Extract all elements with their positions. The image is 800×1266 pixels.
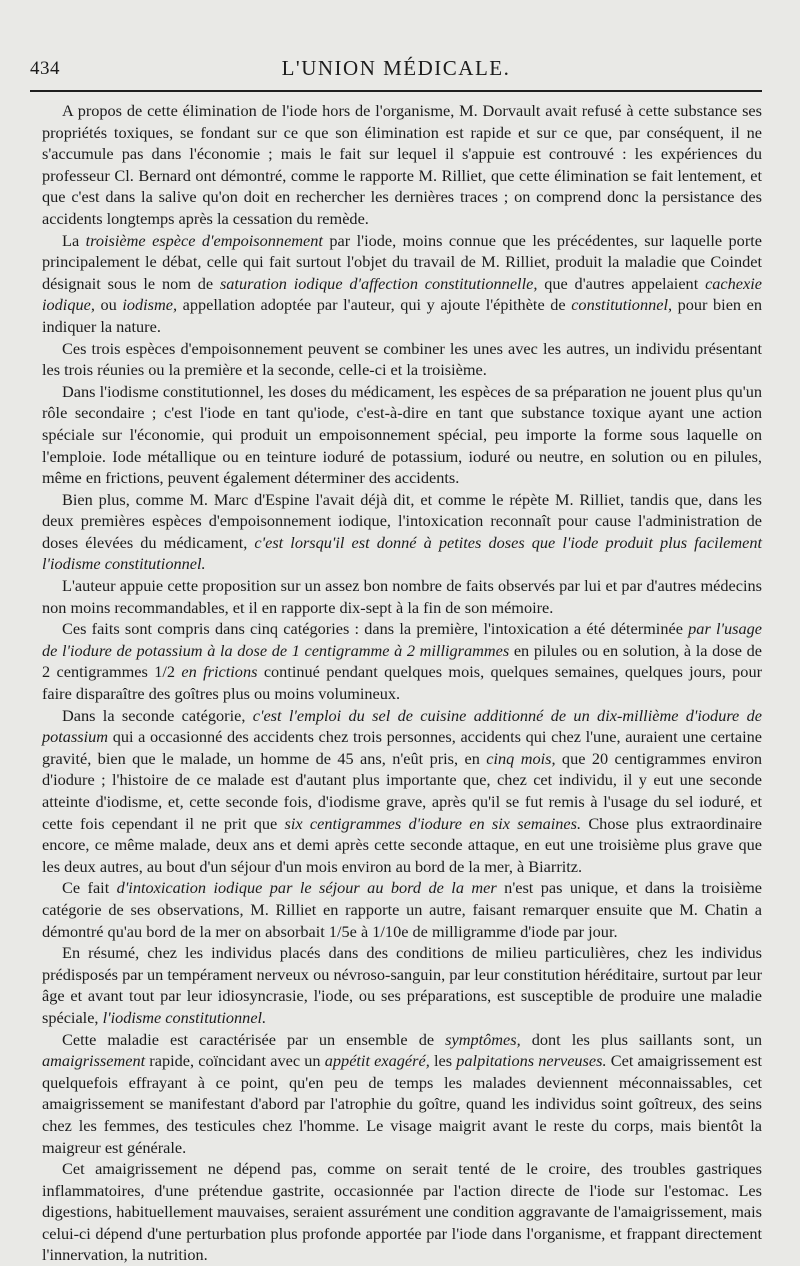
- italic-text: cinq mois,: [486, 748, 556, 768]
- text-run: dont les plus saillants sont, un: [520, 1029, 762, 1049]
- text-run: La: [62, 230, 86, 250]
- paragraph: [42, 381, 762, 489]
- paragraph: [42, 877, 762, 942]
- text-run: Ce fait: [62, 878, 117, 898]
- text-run: Dans l'iodisme constitutionnel, les doses du médicament, les espèces de sa préparation ne jouent plus qu'un rôle secondaire ; c'est l'iode en tant qu'iode, c'est-à-dire en tant que substance toxique ayant une action spéciale sur l'économie, qui produit un empoisonnement spécial, peu importe la forme sous laquelle on l'emploie. Iode métallique ou en teinture ioduré de potassium, ioduré ou neutre, en solution ou en pilules, même en frictions, peuvent également déterminer des accidents.: [42, 381, 762, 488]
- text-run: continué pendant quelques mois, quelques semaines, quelques jours, pour faire disparaître des goîtres plus ou moins volumineux.: [42, 662, 763, 704]
- paragraph: [42, 100, 762, 230]
- italic-text: l'iodisme constitutionnel.: [102, 1007, 267, 1027]
- text-run: Cette maladie est caractérisée par un ensemble de: [62, 1029, 446, 1049]
- italic-text: appétit exagéré,: [324, 1051, 430, 1071]
- page-header: [30, 52, 762, 86]
- text-run: Ces trois espèces d'empoisonnement peuvent se combiner les unes avec les autres, un individu présentant les trois réunies ou la première et la seconde, celle-ci et la troisième.: [42, 338, 762, 380]
- italic-text: six centigrammes d'iodure en six semaines.: [284, 813, 582, 833]
- text-run: que d'autres appelaient: [537, 273, 706, 293]
- body-text: [42, 100, 762, 1266]
- text-run: en pilules ou en solution, à la dose de 2 centigrammes 1/2: [42, 640, 763, 682]
- text-run: pour bien en indiquer la nature.: [42, 295, 763, 336]
- italic-text: par l'usage de l'iodure de potassium à la dose de 1 centigramme à 2 milligrammes: [42, 619, 762, 660]
- italic-text: constitutionnel,: [571, 295, 673, 315]
- running-title: L'UNION MÉDICALE.: [281, 56, 511, 80]
- italic-text: en frictions: [181, 662, 258, 682]
- text-run: les: [429, 1051, 457, 1071]
- paragraph: [42, 230, 762, 338]
- text-run: Cet amaigrissement ne dépend pas, comme on serait tenté de le croire, des troubles gastriques inflammatoires, d'une prétendue gastrite, occasionnée par l'action directe de l'iode sur l'estomac. Les digestions, habituellement mauvaises, seraient assurément une condition aggravante de l'amaigrissement, mais celui-ci dépend d'une perturbation plus profonde apportée par l'iode dans l'organisme, et frappant directement l'innervation, la nutrition.: [42, 1159, 762, 1265]
- italic-text: iodisme,: [122, 295, 178, 315]
- text-run: A propos de cette élimination de l'iode hors de l'organisme, M. Dorvault avait refusé à cette substance ses propriétés toxiques, se fondant sur ce que son élimination est rapide et sur ce que, par conséquent, il ne s'accumule pas dans l'économie ; mais le fait sur lequel il s'appuie est controuvé : les expériences du professeur Cl. Bernard ont démontré, comme le rapporte M. Rilliet, que cette élimination se fait lentement, et que c'est dans la salive qu'on doit en rechercher les dernières traces ; on comprend donc la persistance des accidents longtemps après la cessation du remède.: [42, 101, 762, 228]
- paragraph: [42, 489, 762, 575]
- text-run: qui a occasionné des accidents chez trois personnes, accidents qui chez l'une, auraient une certaine gravité, bien que le malade, un homme de 45 ans, n'eût pris, en: [42, 727, 762, 768]
- paragraph: [42, 1029, 762, 1159]
- text-run: Ces faits sont compris dans cinq catégories : dans la première, l'intoxication a été déterminée: [62, 619, 689, 639]
- text-run: L'auteur appuie cette proposition sur un assez bon nombre de faits observés par lui et par d'autres médecins non moins recommandables, et il en rapporte dix-sept à la fin de son mémoire.: [42, 576, 762, 617]
- paragraph: [42, 705, 762, 878]
- italic-text: amaigrissement: [42, 1051, 146, 1071]
- text-run: appellation adoptée par l'auteur, qui y ajoute l'épithète de: [177, 295, 572, 315]
- italic-text: saturation iodique d'affection constitutionnelle,: [219, 273, 538, 293]
- text-run: ou: [94, 295, 123, 315]
- text-run: Bien plus, comme M. Marc d'Espine l'avait déjà dit, et comme le répète M. Rilliet, tandis que, dans les deux premières espèces d'empoisonnement iodique, l'intoxication reconnaît pour cause l'administration de doses élevées du médicament,: [42, 489, 762, 552]
- text-run: que 20 centigrammes environ d'iodure ; l'histoire de ce malade est d'autant plus importante que, chez cet individu, il y eut une seconde atteinte d'iodisme, et, cette seconde fois, d'iodisme grave, après qu'il se fut remis à l'usage du sel ioduré, et cette fois cependant il ne prit que: [42, 748, 762, 833]
- page-number: 434: [30, 58, 60, 79]
- italic-text: d'intoxication iodique par le séjour au bord de la mer: [116, 878, 497, 898]
- italic-text: palpitations nerveuses.: [456, 1051, 607, 1071]
- italic-text: troisième espèce d'empoisonnement: [85, 230, 323, 250]
- paragraph: [42, 575, 762, 618]
- text-run: par l'iode, moins connue que les précédentes, sur laquelle porte principalement le débat, celle qui fait surtout l'objet du travail de M. Rilliet, produit la maladie que Coindet désignait sous le nom de: [42, 230, 762, 293]
- text-run: Dans la seconde catégorie,: [62, 705, 253, 725]
- italic-text: symptômes,: [445, 1029, 521, 1049]
- text-run: rapide, coïncidant avec un: [145, 1051, 325, 1071]
- text-run: n'est pas unique, et dans la troisième catégorie de ses observations, M. Rilliet en rapporte un autre, faisant remarquer ensuite que M. Chatin a démontré qu'au bord de la mer on absorbait 1/5e à 1/10e de milligramme d'iode par jour.: [42, 878, 762, 941]
- paragraph: [42, 338, 762, 381]
- text-run: Chose plus extraordinaire encore, ce même malade, deux ans et demi après cette seconde attaque, en eut une troisième plus grave que les deux autres, au bout d'un séjour d'un mois environ au bord de la mer, à Biarritz.: [42, 813, 762, 876]
- italic-text: c'est lorsqu'il est donné à petites doses que l'iode produit plus facilement l'iodisme constitutionnel.: [42, 532, 762, 574]
- italic-text: c'est l'emploi du sel de cuisine additionné de un dix-millième d'iodure de potassium: [42, 705, 762, 747]
- header-rule: [30, 90, 762, 92]
- paragraph: [42, 618, 762, 704]
- paragraph: [42, 1158, 762, 1266]
- text-run: En résumé, chez les individus placés dans des conditions de milieu particulières, chez les individus prédisposés par un tempérament nerveux ou névroso-sanguin, par leur constitution héréditaire, surtout par leur âge et avant tout par leur idiosyncrasie, l'iode, ou ses préparations, est susceptible de produire une maladie spéciale,: [42, 943, 762, 1027]
- text-run: Cet amaigrissement est quelquefois effrayant à ce point, qu'en peu de temps les malades deviennent méconnaissables, cet amaigrissement se manifestant d'abord par l'atrophie du goître, quand les individus soint goîtreux, des seins chez les femmes, des testicules chez l'homme. Le visage maigrit avant le reste du corps, mais bientôt la maigreur est générale.: [42, 1051, 762, 1157]
- paragraph: [42, 942, 762, 1028]
- italic-text: cachexie iodique,: [42, 273, 762, 315]
